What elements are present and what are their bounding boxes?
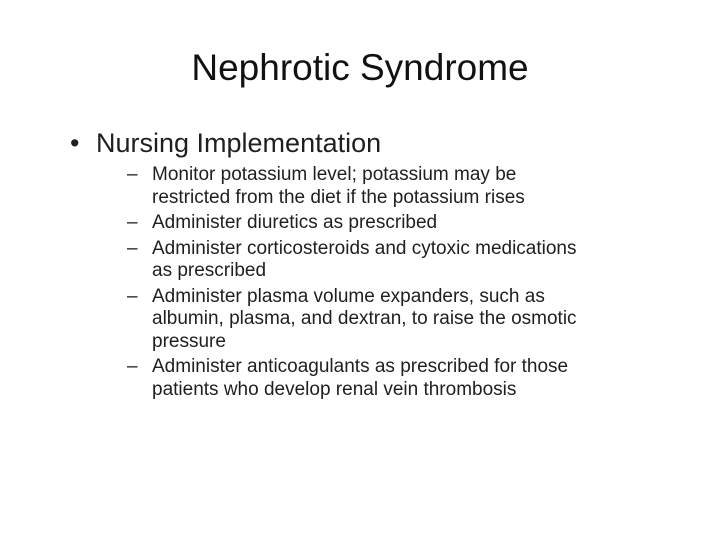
main-bullet-text: Nursing Implementation — [96, 128, 382, 158]
bullet-dot-icon: • — [70, 128, 80, 158]
sub-bullet-text: Administer anticoagulants as prescribed for those patients who develop renal vein thrombosis — [152, 356, 569, 400]
sub-bullet-item — [127, 164, 577, 209]
dash-icon: – — [127, 164, 138, 185]
slide-title: Nephrotic Syndrome — [191, 47, 529, 88]
slide-content — [70, 126, 630, 404]
sub-bullet-item — [127, 286, 577, 354]
sub-bullet-item — [127, 356, 577, 401]
sub-bullet-item — [127, 238, 577, 283]
dash-icon: – — [127, 356, 138, 377]
main-bullet — [70, 126, 630, 160]
sub-bullet-text: Administer diuretics as prescribed — [152, 212, 438, 233]
dash-icon: – — [127, 285, 138, 307]
dash-icon: – — [127, 237, 138, 259]
sub-bullet-text: Monitor potassium level; potassium may be restricted from the diet if the potassium rises — [152, 164, 525, 208]
sub-bullet-text: Administer corticosteroids and cytoxic medications as prescribed — [152, 237, 577, 281]
sub-bullet-text: Administer plasma volume expanders, such as albumin, plasma, and dextran, to raise the osmotic pressure — [152, 285, 577, 352]
dash-icon: – — [127, 212, 138, 233]
sub-bullet-item — [127, 212, 577, 235]
sub-bullet-list — [127, 164, 577, 401]
